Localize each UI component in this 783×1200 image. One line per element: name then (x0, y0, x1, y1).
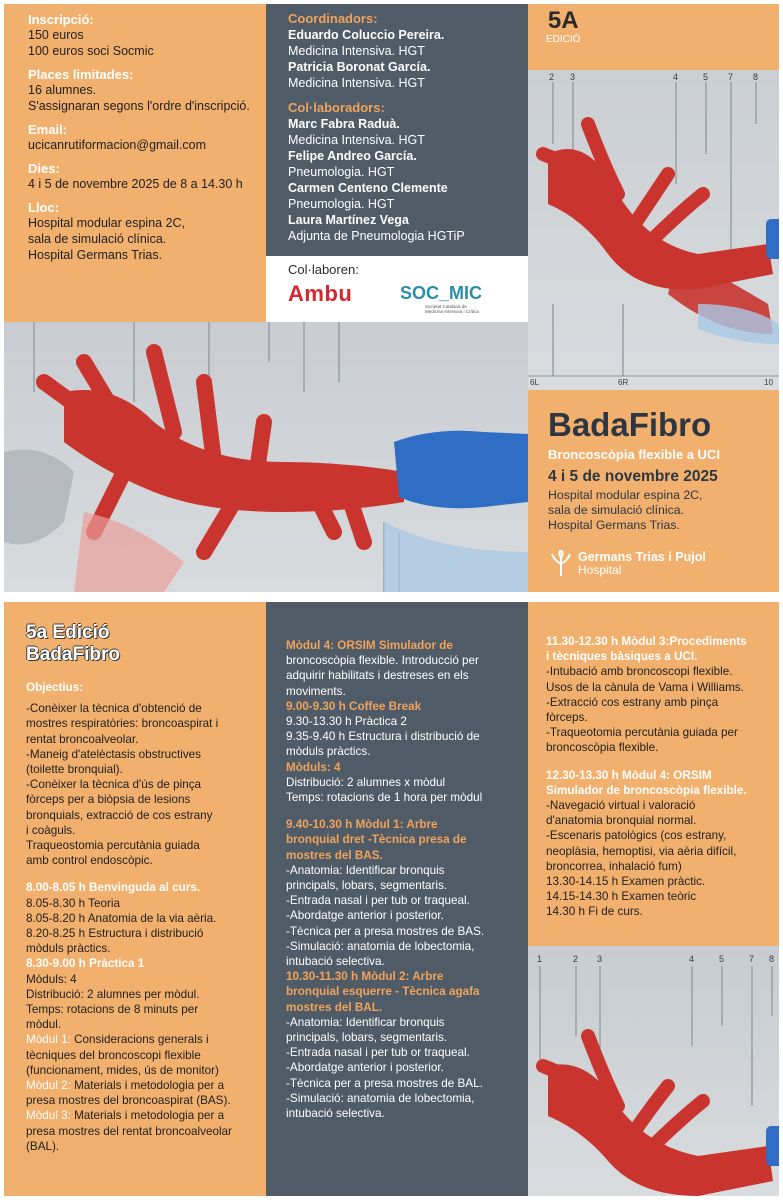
schedule-line: mòdul. (26, 1018, 62, 1032)
module-line: (funcionament, mides, ús de monitor) (26, 1063, 219, 1077)
bronchi-image-bottom (528, 946, 779, 1196)
anatomy-label: 3 (570, 72, 576, 82)
info-label: Email: (28, 122, 68, 137)
hospital-sub: Hospital (578, 563, 622, 577)
module-line: broncoscòpia flexible. (546, 741, 659, 755)
tube-connector (394, 431, 528, 509)
module3-title: i tècniques bàsiques a UCI. (546, 650, 698, 664)
module-line: -Abordatge anterior i posterior. (286, 909, 444, 923)
module-line: -Simulació: anatomia de lobectomia, (286, 939, 475, 953)
objective-line: i coàguls. (26, 823, 76, 837)
info-places (28, 67, 266, 114)
person-role: Medicina Intensiva. HGT (288, 44, 425, 58)
cover-panel (528, 390, 779, 592)
person-name: Carmen Centeno Clemente (288, 181, 448, 195)
module-line: -Intubació amb broncoscopi flexible. (546, 665, 733, 679)
module-line: intubació selectiva. (286, 1107, 385, 1121)
tube-end (766, 219, 779, 259)
objective-line: -Conèixer la tècnica d'ús de pinça (26, 778, 202, 792)
module-line: -Abordatge anterior i posterior. (286, 1061, 444, 1075)
module-line: (BAL). (26, 1139, 60, 1153)
schedule-line: 8.20-8.25 h Estructura i distribució (26, 927, 204, 941)
module-line: principals, lobars, segmentaris. (286, 1031, 448, 1045)
bronchi-illustration-top (528, 4, 779, 390)
anatomy-label: 6L (530, 378, 539, 387)
schedule-line: mòduls pràctics. (26, 942, 111, 956)
schedule-line: mòduls pràctics. (286, 745, 371, 759)
edition-badge (546, 8, 580, 45)
module-line: presa mostres del broncoaspirat (BAS). (26, 1094, 231, 1108)
module1-title: 9.40-10.30 h Mòdul 1: Arbre (286, 818, 438, 832)
schedule-line: 9.35-9.40 h Estructura i distribució de (286, 730, 480, 744)
module4-orsim-title: Simulador de broncoscòpia flexible. (546, 783, 747, 797)
bronchi-illustration-bottom (528, 946, 779, 1196)
module-line: intubació selectiva. (286, 955, 385, 969)
schedule-line: 9.30-13.30 h Pràctica 2 (286, 715, 407, 729)
objective-line: bronquials, extracció de cos estrany (26, 808, 213, 822)
objective-line: fòrceps per a biòpsia de lesions (26, 793, 191, 807)
bronchi-illustration-main (4, 322, 528, 592)
bronchi-image-main (4, 322, 528, 592)
module-line: 14.30 h Fi de curs. (546, 905, 643, 919)
schedule-line: Mòduls: 4 (26, 972, 77, 986)
module1-title: mostres del BAS. (286, 848, 383, 862)
module-line: Usos de la cànula de Vama i Williams. (546, 680, 744, 694)
info-line: 4 i 5 de novembre 2025 de 8 a 14.30 h (28, 177, 243, 191)
module-line: tècniques del broncoscopi flexible (26, 1048, 201, 1062)
socmic-sub-line: Medicina Intensiva i Crítica (425, 309, 479, 314)
welcome-title: 8.00-8.05 h Benvinguda al curs. (26, 881, 201, 895)
info-dies (28, 161, 266, 192)
hospital-name: Germans Trias i Pujol (578, 550, 706, 564)
program-left-column (4, 602, 266, 1196)
anatomy-label: 5 (703, 72, 709, 82)
module4-title: Mòdul 4: ORSIM Simulador de (286, 639, 453, 652)
coordinators-panel (266, 4, 528, 256)
person-name: Patricia Boronat García. (288, 60, 431, 74)
person-name: Eduardo Coluccio Pereira. (288, 28, 445, 42)
module-line: -Traqueotomia percutània guiada per (546, 726, 738, 740)
cover-place-line: Hospital modular espina 2C, (548, 488, 703, 502)
module-line: 14.15-14.30 h Examen teòric (546, 890, 697, 904)
module-line: Materials i metodologia per a (70, 1109, 225, 1123)
anatomy-label: 1 (537, 954, 543, 964)
info-email (28, 122, 266, 153)
module-line: -Tècnica per a presa mostres de BAL. (286, 1076, 483, 1090)
practice1-title: 8.30-9.00 h Pràctica 1 (26, 957, 145, 971)
collaborators-title: Col·laboradors: (288, 100, 385, 115)
program-right-column (528, 602, 779, 946)
anatomy-label: 7 (749, 954, 755, 964)
email-link[interactable]: ucicanrutiformacion@gmail.com (28, 138, 207, 152)
person-name: Laura Martínez Vega (288, 213, 409, 227)
anatomy-label: 2 (549, 72, 555, 82)
hospital-emblem-icon (550, 550, 572, 576)
anatomy-label: 2 (573, 954, 579, 964)
cover-subtitle: Broncoscòpia flexible a UCI (548, 447, 720, 462)
ambu-logo: Ambu (288, 281, 353, 306)
module-line: -Anatomia: Identificar bronquis (286, 1015, 445, 1029)
program-title (26, 622, 266, 666)
info-label: Lloc: (28, 200, 60, 215)
info-line: Hospital Germans Trias. (28, 248, 163, 262)
cover-title: BadaFibro (548, 406, 712, 443)
objective-line: (toilette bronquial). (26, 763, 123, 777)
info-line: S'assignaran segons l'ordre d'inscripció. (28, 99, 250, 113)
module2-title: 10.30-11.30 h Mòdul 2: Arbre (286, 970, 444, 984)
coordinators-title: Coordinadors: (288, 11, 378, 26)
module-label: Mòdul 3: (26, 1109, 71, 1123)
module-item (26, 1108, 266, 1123)
module-line: -Entrada nasal i per tub or traqueal. (286, 1046, 470, 1060)
module-label: Mòdul 2: (26, 1079, 71, 1093)
socmic-sub-line: Societat Catalana de (425, 304, 467, 309)
module-line: broncoscòpia flexible. Introducció per (286, 654, 479, 668)
objective-line: Traqueostomia percutània guiada (26, 839, 200, 853)
info-line: Hospital modular espina 2C, (28, 216, 186, 230)
module-line: adquirir habilitats i destreses en els (286, 669, 469, 683)
anatomy-label: 6R (618, 378, 629, 387)
module3-title: 11.30-12.30 h Mòdul 3:Procediments (546, 635, 747, 648)
module-line: principals, lobars, segmentaris. (286, 879, 448, 893)
schedule-line: 8.05-8.30 h Teoria (26, 896, 121, 910)
module-line: presa mostres del rentat broncoalveolar (26, 1124, 232, 1138)
objective-line: -Maneig d'atelèctasis obstructives (26, 747, 202, 761)
module-line: 13.30-14.15 h Examen pràctic. (546, 875, 706, 889)
info-line: 16 alumnes. (28, 83, 97, 97)
anatomy-label: 8 (753, 72, 759, 82)
module-item (26, 1032, 266, 1047)
person-name: Marc Fabra Raduà. (288, 117, 400, 131)
schedule-line: Distribució: 2 alumnes per mòdul. (26, 987, 200, 1001)
schedule-line: 8.05-8.20 h Anatomia de la via aèria. (26, 911, 217, 925)
cover-date: 4 i 5 de novembre 2025 (548, 468, 718, 485)
module-line: -Tècnica per a presa mostres de BAS. (286, 924, 485, 938)
module-line: fòrceps. (546, 711, 588, 725)
module-line: -Navegació virtual i valoració (546, 799, 696, 813)
info-line: 150 euros (28, 28, 84, 42)
module-line: broncorrea, inhalació fum) (546, 859, 682, 873)
module-line: -Simulació: anatomia de lobectomia, (286, 1091, 475, 1105)
sponsors-title: Col·laboren: (288, 262, 359, 277)
module-line: d'anatomia bronquial normal. (546, 814, 697, 828)
module-line: Consideracions generals i (70, 1033, 209, 1047)
cover-place-line: Hospital Germans Trias. (548, 518, 680, 532)
schedule-line: Temps: rotacions de 8 minuts per (26, 1003, 199, 1017)
objective-line: amb control endoscòpic. (26, 854, 153, 868)
program-middle-column (266, 602, 528, 1196)
info-label: Places limitades: (28, 67, 134, 82)
bronchus-shape (548, 149, 773, 290)
sponsors-box (266, 256, 528, 322)
tube-end (766, 1126, 779, 1166)
person-name: Felipe Andreo García. (288, 149, 417, 163)
info-lloc (28, 200, 266, 263)
module-line: -Escenaris patològics (cos estrany, (546, 829, 727, 843)
modules-count: Mòduls: 4 (286, 760, 341, 774)
person-role: Medicina Intensiva. HGT (288, 133, 425, 147)
person-role: Pneumologia. HGT (288, 197, 395, 211)
coffee-break: 9.00-9.30 h Coffee Break (286, 699, 422, 713)
info-label: Inscripció: (28, 12, 94, 27)
edition-label: EDICIÓ (546, 34, 581, 45)
cover-place-line: sala de simulació clínica. (548, 503, 685, 517)
info-inscripcio (28, 12, 266, 59)
module-item (26, 1078, 266, 1093)
anatomy-label: 4 (673, 72, 679, 82)
objective-line: -Conèixer la tècnica d'obtenció de (26, 702, 202, 716)
module-line: -Extracció cos estrany amb pinça (546, 695, 719, 709)
module2-title: bronquial esquerre - Tècnica agafa (286, 985, 480, 999)
anatomy-label: 5 (719, 954, 725, 964)
socmic-subtitle (425, 304, 479, 314)
cover-place (548, 488, 779, 533)
socmic-logo: SOC_MIC (400, 283, 483, 303)
anatomy-label: 8 (769, 954, 775, 964)
info-panel (4, 4, 266, 322)
person-role: Medicina Intensiva. HGT (288, 76, 425, 90)
program-title-line: BadaFibro (26, 644, 120, 665)
anatomy-label: 4 (689, 954, 695, 964)
objective-line: rentat broncoalveolar. (26, 732, 139, 746)
objectives-list (26, 701, 266, 868)
objective-line: mostres respiratòries: broncoaspirat i (26, 717, 219, 731)
objectives-title: Objectius: (26, 681, 84, 694)
module4-orsim-title: 12.30-13.30 h Mòdul 4: ORSIM (546, 768, 712, 782)
module1-title: bronquial dret -Tècnica presa de (286, 833, 467, 847)
module-line: neoplàsia, hemoptisi, via aèria difícil, (546, 844, 737, 858)
person-role: Pneumologia. HGT (288, 165, 395, 179)
module-label: Mòdul 1: (26, 1033, 71, 1047)
info-line: sala de simulació clínica. (28, 232, 167, 246)
anatomy-label: 3 (597, 954, 603, 964)
anatomy-label: 10 (764, 378, 773, 387)
bronchi-image-top (528, 4, 779, 390)
schedule-line: Distribució: 2 alumnes x mòdul (286, 775, 446, 789)
schedule-line: Temps: rotacions de 1 hora per mòdul (286, 791, 483, 805)
anatomy-label: 7 (728, 72, 734, 82)
program-title-line: 5a Edició (26, 622, 110, 643)
module-line: -Entrada nasal i per tub or traqueal. (286, 894, 470, 908)
info-line: 100 euros soci Socmic (28, 44, 154, 58)
module2-title: mostres del BAL. (286, 1000, 383, 1014)
module-line: -Anatomia: Identificar bronquis (286, 863, 445, 877)
module-line: moviments. (286, 684, 346, 698)
edition-number: 5A (547, 7, 579, 34)
info-label: Dies: (28, 161, 60, 176)
module-line: Materials i metodologia per a (70, 1079, 225, 1093)
person-role: Adjunta de Pneumologia HGTiP (288, 229, 465, 243)
